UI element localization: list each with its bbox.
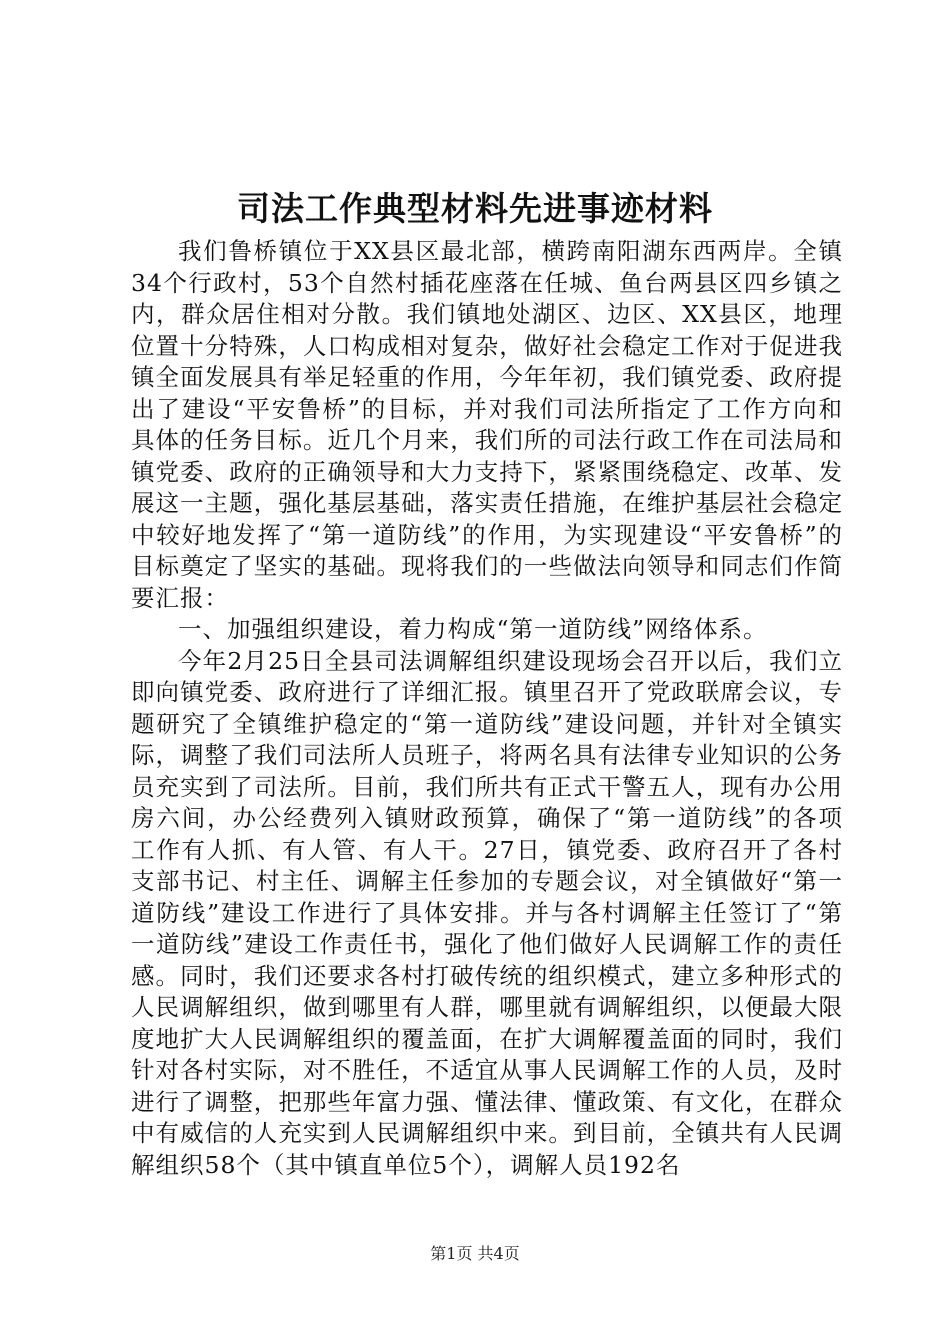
page-number: 第1页 共4页 <box>430 1244 520 1263</box>
paragraph-organization: 今年2月25日全县司法调解组织建设现场会召开以后，我们立即向镇党委、政府进行了详细汇报。镇里召开了党政联席会议，专题研究了全镇维护稳定的“第一道防线”建设问题，并针对全镇实际，调整了我们司法所人员班子，将两名具有法律专业知识的公务员充实到了司法所。目前，我们所共有正式干警五人，现有办公用房六间，办公经费列入镇财政预算，确保了“第一道防线”的各项工作有人抓、有人管、有人干。27日，镇党委、政府召开了各村支部书记、村主任、调解主任参加的专题会议，对全镇做好“第一道防线”建设工作进行了具体安排。并与各村调解主任签订了“第一道防线”建设工作责任书，强化了他们做好人民调解工作的责任感。同时，我们还要求各村打破传统的组织模式，建立多种形式的人民调解组织，做到哪里有人群，哪里就有调解组织，以便最大限度地扩大人民调解组织的覆盖面，在扩大调解覆盖面的同时，我们针对各村实际，对不胜任，不适宜从事人民调解工作的人员，及时进行了调整，把那些年富力强、懂法律、懂政策、有文化，在群众中有威信的人充实到人民调解组织中来。到目前，全镇共有人民调解组织58个（其中镇直单位5个），调解人员192名 <box>131 646 843 1179</box>
paragraph-section-heading: 一、加强组织建设，着力构成“第一道防线”网络体系。 <box>178 615 768 643</box>
paragraph-intro: 我们鲁桥镇位于XX县区最北部，横跨南阳湖东西两岸。全镇34个行政村，53个自然村插花座落在任城、鱼台两县区四乡镇之内，群众居住相对分散。我们镇地处湖区、边区、XX县区，地理位置十分特殊，人口构成相对复杂，做好社会稳定工作对于促进我镇全面发展具有举足轻重的作用，今年年初，我们镇党委、政府提出了建设“平安鲁桥”的目标，并对我们司法所指定了工作方向和具体的任务目标。近几个月来，我们所的司法行政工作在司法局和镇党委、政府的正确领导和大力支持下，紧紧围绕稳定、改革、发展这一主题，强化基层基础，落实责任措施，在维护基层社会稳定中较好地发挥了“第一道防线”的作用，为实现建设“平安鲁桥”的目标奠定了坚实的基础。现将我们的一些做法向领导和同志们作简要汇报： <box>131 237 843 612</box>
document-title: 司法工作典型材料先进事迹材料 <box>237 189 713 228</box>
document-body <box>131 236 843 1181</box>
